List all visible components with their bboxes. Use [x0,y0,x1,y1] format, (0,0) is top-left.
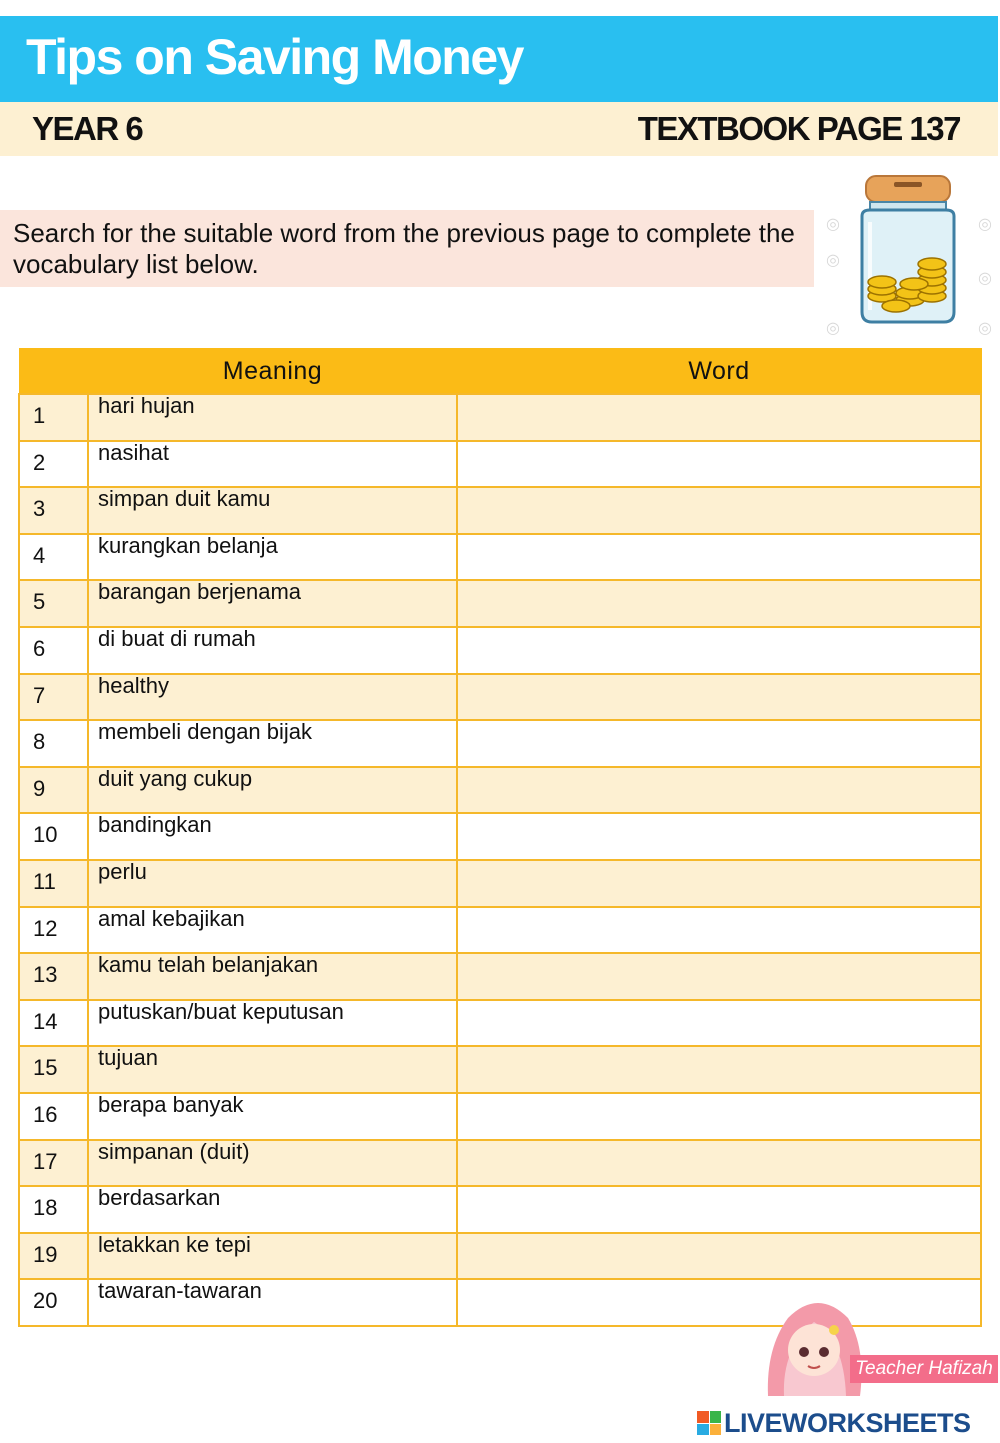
table-row [19,580,981,627]
meaning-cell: simpan duit kamu [88,487,457,534]
word-answer-field[interactable] [457,860,981,907]
year-label: YEAR 6 [32,110,143,147]
table-row [19,441,981,488]
word-answer-field[interactable] [457,1233,981,1280]
table-row [19,674,981,721]
liveworksheets-brand [697,1408,971,1438]
meaning-cell: perlu [88,860,457,907]
row-number: 19 [19,1233,88,1280]
row-number: 1 [19,394,88,441]
table-row [19,953,981,1000]
meaning-cell: tujuan [88,1046,457,1093]
row-number: 9 [19,767,88,814]
table-row [19,907,981,954]
table-row [19,813,981,860]
money-jar-icon [852,172,964,324]
coin-icon: ◎ [978,216,992,233]
table-row [19,1186,981,1233]
row-number: 7 [19,674,88,721]
vocabulary-table [18,348,982,1327]
column-header-word: Word [457,349,981,395]
subtitle-bar [0,102,998,156]
word-answer-field[interactable] [457,813,981,860]
table-row [19,534,981,581]
word-answer-field[interactable] [457,674,981,721]
meaning-cell: simpanan (duit) [88,1140,457,1187]
table-row [19,1140,981,1187]
meaning-cell: putuskan/buat keputusan [88,1000,457,1047]
row-number: 10 [19,813,88,860]
word-answer-field[interactable] [457,1140,981,1187]
column-header-meaning: Meaning [88,349,457,395]
meaning-cell: tawaran-tawaran [88,1279,457,1326]
meaning-cell: barangan berjenama [88,580,457,627]
coin-icon: ◎ [978,270,992,287]
table-row [19,627,981,674]
row-number: 3 [19,487,88,534]
word-answer-field[interactable] [457,534,981,581]
meaning-cell: duit yang cukup [88,767,457,814]
word-answer-field[interactable] [457,1186,981,1233]
row-number: 4 [19,534,88,581]
table-row [19,1233,981,1280]
meaning-cell: healthy [88,674,457,721]
meaning-cell: kurangkan belanja [88,534,457,581]
row-number: 14 [19,1000,88,1047]
meaning-cell: bandingkan [88,813,457,860]
meaning-cell: nasihat [88,441,457,488]
word-answer-field[interactable] [457,953,981,1000]
instruction-text: Search for the suitable word from the previous page to complete the vocabulary list below. [13,218,795,279]
row-number: 18 [19,1186,88,1233]
word-answer-field[interactable] [457,627,981,674]
meaning-cell: di buat di rumah [88,627,457,674]
table-row [19,1046,981,1093]
instruction-box [0,210,814,287]
word-answer-field[interactable] [457,487,981,534]
title-bar [0,16,998,102]
row-number: 20 [19,1279,88,1326]
meaning-cell: kamu telah belanjakan [88,953,457,1000]
page-title: Tips on Saving Money [26,29,523,85]
table-row [19,767,981,814]
word-answer-field[interactable] [457,394,981,441]
row-number: 6 [19,627,88,674]
row-number: 15 [19,1046,88,1093]
meaning-cell: berapa banyak [88,1093,457,1140]
table-row [19,1000,981,1047]
liveworksheets-logo-icon [697,1411,721,1435]
word-answer-field[interactable] [457,767,981,814]
word-answer-field[interactable] [457,907,981,954]
meaning-cell: berdasarkan [88,1186,457,1233]
word-answer-field[interactable] [457,1093,981,1140]
coin-icon: ◎ [826,216,840,233]
coin-icon: ◎ [826,252,840,269]
meaning-cell: membeli dengan bijak [88,720,457,767]
coin-icon: ◎ [978,320,992,337]
textbook-page-label: TEXTBOOK PAGE 137 [637,110,960,147]
row-number: 13 [19,953,88,1000]
row-number: 5 [19,580,88,627]
word-answer-field[interactable] [457,580,981,627]
column-header-number [19,349,88,395]
brand-text: LIVEWORKSHEETS [724,1407,971,1438]
word-answer-field[interactable] [457,1000,981,1047]
meaning-cell: amal kebajikan [88,907,457,954]
row-number: 16 [19,1093,88,1140]
row-number: 2 [19,441,88,488]
word-answer-field[interactable] [457,720,981,767]
row-number: 11 [19,860,88,907]
row-number: 17 [19,1140,88,1187]
row-number: 12 [19,907,88,954]
coin-icon: ◎ [826,320,840,337]
meaning-cell: hari hujan [88,394,457,441]
table-row [19,487,981,534]
table-header-row [19,349,981,395]
table-row [19,1093,981,1140]
table-row [19,394,981,441]
word-answer-field[interactable] [457,1046,981,1093]
meaning-cell: letakkan ke tepi [88,1233,457,1280]
word-answer-field[interactable] [457,441,981,488]
table-row [19,860,981,907]
table-row [19,720,981,767]
teacher-label: Teacher Hafizah [850,1355,998,1383]
row-number: 8 [19,720,88,767]
